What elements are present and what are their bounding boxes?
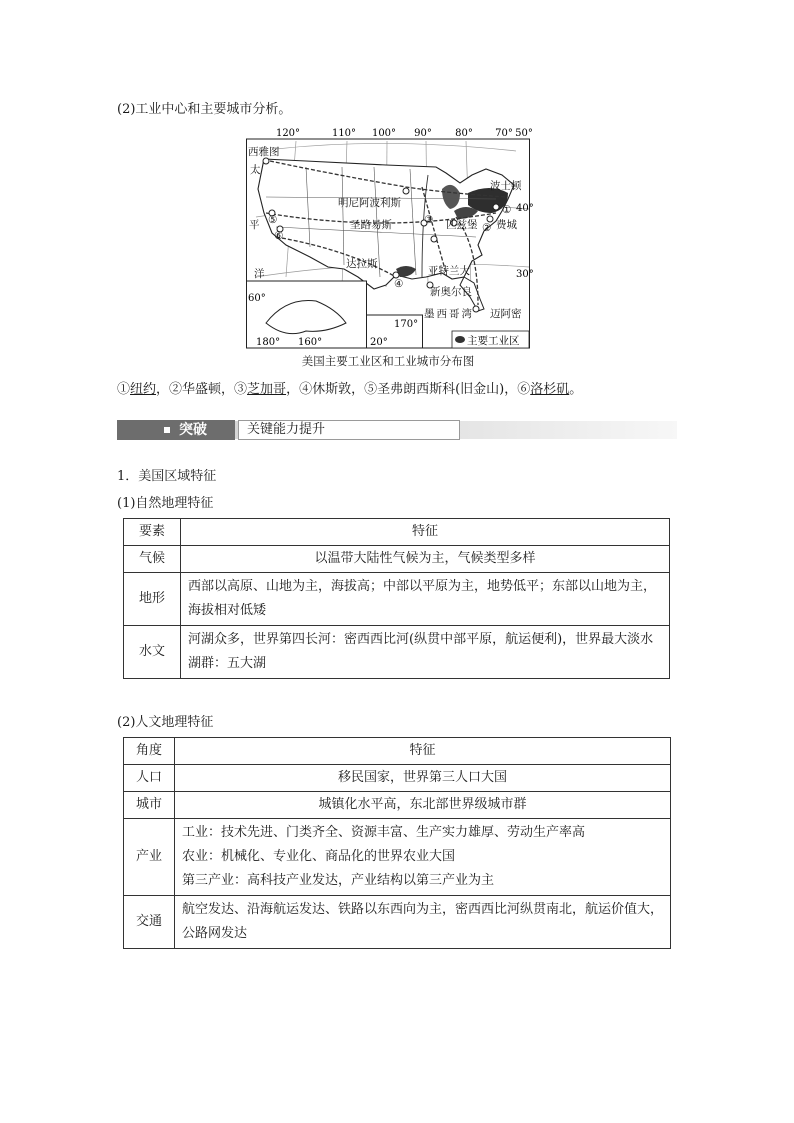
table-header-cell: 要素 <box>124 519 181 546</box>
inset-lon-180: 180° <box>256 337 281 348</box>
lon-50: 50° <box>515 128 533 139</box>
label-new-orleans: 新奥尔良 <box>430 286 472 298</box>
table-row <box>124 573 670 626</box>
lon-110: 110° <box>331 128 357 139</box>
label-atlanta: 亚特兰大 <box>428 265 470 277</box>
label-boston: 波士顿 <box>490 180 522 192</box>
table-header-cell: 特征 <box>181 519 670 546</box>
section-heading: (2)工业中心和主要城市分析。 <box>117 102 292 117</box>
agriculture-line: 农业：机械化、专业化、商品化的世界农业大国 <box>182 849 456 864</box>
lon-80: 80° <box>455 128 473 139</box>
section-banner <box>117 418 677 442</box>
label-philadelphia: 费城 <box>496 219 517 231</box>
label-city-2: ② <box>482 222 492 234</box>
lon-90: 90° <box>414 128 432 139</box>
inset-lon-170: 170° <box>394 319 419 330</box>
table-value-cell: 西部以高原、山地为主，海拔高；中部以平原为主，地势低平；东部以山地为主，海拔相对低矮 <box>181 573 670 626</box>
table-header-row <box>124 519 670 546</box>
table-key-cell: 产业 <box>124 819 175 896</box>
lon-120: 120° <box>275 128 301 139</box>
lat-30: 30° <box>516 269 534 280</box>
lon-70: 70° <box>495 128 513 139</box>
label-st-louis: 圣路易斯 <box>350 219 392 231</box>
table-key-cell: 交通 <box>124 896 175 949</box>
city-list-part-2: ，②华盛顿，③ <box>156 382 248 397</box>
map-caption: 美国主要工业区和工业城市分布图 <box>301 354 475 368</box>
table-key-cell: 水文 <box>124 626 181 679</box>
legend-label: 主要工业区 <box>467 335 520 347</box>
table-key-cell: 气候 <box>124 546 181 573</box>
subheading-natural: (1)自然地理特征 <box>117 496 214 511</box>
city-list <box>117 378 582 397</box>
inset-lon-160: 160° <box>298 337 323 348</box>
table-row <box>124 546 670 573</box>
table-row <box>124 765 671 792</box>
city-list-part-3: ，④休斯敦，⑤圣弗朗西斯科(旧金山)，⑥ <box>286 382 531 397</box>
label-city-4: ④ <box>394 278 404 290</box>
label-pacific-ping: 平 <box>249 219 260 231</box>
natural-features-table <box>123 518 670 679</box>
table-row <box>124 819 671 896</box>
label-seattle: 西雅图 <box>248 146 280 158</box>
label-gulf-of-mexico: 墨西哥湾 <box>424 308 474 320</box>
table-value-cell: 城镇化水平高，东北部世界级城市群 <box>175 792 671 819</box>
table-row <box>124 792 671 819</box>
banner-subtitle: 关键能力提升 <box>238 420 460 440</box>
table-value-cell: 移民国家，世界第三人口大国 <box>175 765 671 792</box>
city-list-newyork: 纽约 <box>130 382 157 397</box>
table-row <box>124 626 670 679</box>
table-value-cell: 河湖众多，世界第四长河：密西西比河(纵贯中部平原，航运便利)，世界最大淡水湖群：五大湖 <box>181 626 670 679</box>
city-list-part-4: 。 <box>569 382 583 397</box>
label-minneapolis: 明尼阿波利斯 <box>338 197 401 209</box>
item-heading: 1．美国区域特征 <box>117 469 217 484</box>
table-value-cell: 以温带大陆性气候为主，气候类型多样 <box>181 546 670 573</box>
city-list-part-1: ① <box>117 382 131 397</box>
subheading-human: (2)人文地理特征 <box>117 715 214 730</box>
banner-square-icon <box>164 427 170 433</box>
table-key-cell: 人口 <box>124 765 175 792</box>
banner-dark-block <box>117 420 235 440</box>
table-header-row <box>124 738 671 765</box>
city-list-chicago: 芝加哥 <box>247 382 287 397</box>
lat-40: 40° <box>516 203 534 214</box>
label-pacific-yang: 洋 <box>254 268 265 280</box>
table-header-cell: 特征 <box>175 738 671 765</box>
label-city-1: ① <box>502 204 512 216</box>
table-key-cell: 地形 <box>124 573 181 626</box>
label-city-5: ⑤ <box>268 214 278 226</box>
banner-title: 突破 <box>179 422 207 438</box>
table-value-cell <box>175 819 671 896</box>
tertiary-line: 第三产业：高科技产业发达，产业结构以第三产业为主 <box>182 873 495 888</box>
label-pacific-tai: 太 <box>250 164 261 176</box>
lon-100: 100° <box>371 128 397 139</box>
table-row <box>124 896 671 949</box>
label-city-3: ③ <box>424 214 434 226</box>
human-features-table <box>123 737 671 949</box>
table-key-cell: 城市 <box>124 792 175 819</box>
inset-lat-60: 60° <box>248 293 266 304</box>
label-pittsburgh: 匹兹堡 <box>446 219 478 231</box>
label-city-6: ⑥ <box>274 230 284 242</box>
label-dallas: 达拉斯 <box>346 258 378 270</box>
table-header-cell: 角度 <box>124 738 175 765</box>
table-value-cell: 航空发达、沿海航运发达、铁路以东西向为主，密西西比河纵贯南北，航运价值大，公路网发达 <box>175 896 671 949</box>
industry-line: 工业：技术先进、门类齐全、资源丰富、生产实力雄厚、劳动生产率高 <box>182 825 586 840</box>
us-industry-map <box>246 127 534 349</box>
label-miami: 迈阿密 <box>490 308 522 320</box>
inset-lat-20: 20° <box>370 337 388 348</box>
city-list-losangeles: 洛杉矶 <box>530 382 570 397</box>
